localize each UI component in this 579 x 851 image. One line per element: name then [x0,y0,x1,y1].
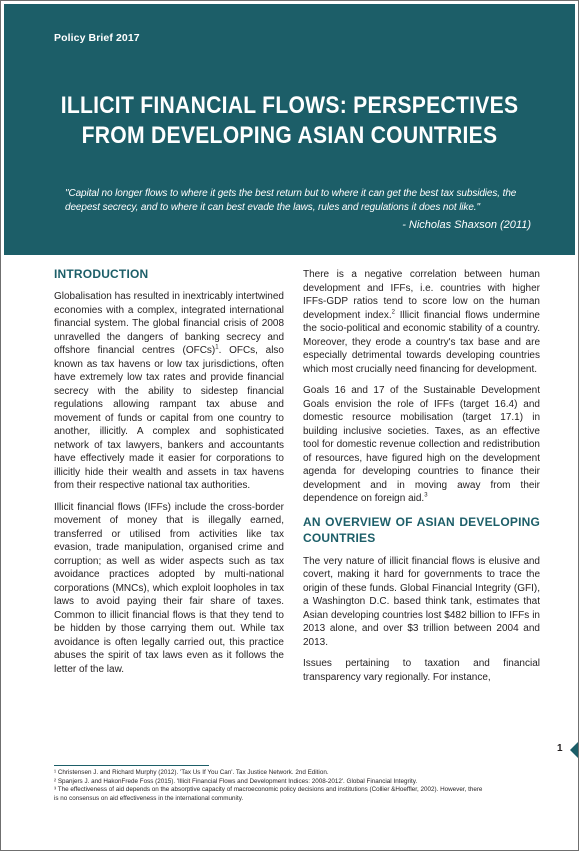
paragraph: The very nature of illicit financial flows is elusive and covert, making it hard for governments to trace the origin of these funds. Global Financial Integrity (GFI), a Washington D.C. based think tank, estimates that Asian developing countries lost $482 billion to IFFs in 2013 alone, and over $3 trillion between 2004 and 2013. [303,555,540,648]
footnote-ref: 3 [424,492,428,499]
paragraph: There is a negative correlation between human development and IFFs, i.e. countries with higher IFFs-GDP ratios tend to score low on the human development index.$^2$ Illicit financial flows undermine the socio-political and economic stability of a country. Moreover, they erode a country's tax base and are especially detrimental towards developing countries which most crucially need financing for development. [303,269,540,375]
footnote-ref: 2 [391,309,395,316]
paragraph: Illicit financial flows (IFFs) include the cross-border movement of money that is illegally earned, transferred or utilised from activities like tax evasion, trade manipulation, organised crime and corruption; as well as wider aspects such as tax avoidance practices adopted by multi-national corporations (MNCs), which exploit loopholes in tax laws to avoid paying their fair share of taxes. Common to illicit financial flows is that they tend to be hidden by those carrying them out. While tax avoidance is often legally carried out, this practice abuses the spirit of tax laws even as it follows the letter of the law. [54,501,284,675]
footnote-divider [54,765,209,766]
page-number: 1 [557,743,563,754]
page-tab-arrow-icon [570,741,579,759]
document-title [38,91,540,151]
section-heading-introduction: INTRODUCTION [54,267,149,281]
left-column [54,266,284,684]
section-heading-overview: AN OVERVIEW OF ASIAN DEVELOPING COUNTRIES [303,514,540,545]
footnote-3: ³ The effectiveness of aid depends on the absorptive capacity of macroeconomic policy decisions and institutions (Collier &Hoeffler, 2002). However, there [54,786,483,794]
footnotes [54,769,554,803]
title-line-2: FROM DEVELOPING ASIAN COUNTRIES [81,122,498,149]
footnote-2: ² Spanjers J. and HakonFrede Foss (2015). 'Illicit Financial Flows and Development Indices: 2008-2012'. Global Financial Integrity. [54,777,418,785]
footnote-3-continued: is no consensus on aid effectiveness in the international community. [54,794,244,802]
paragraph: Goals 16 and 17 of the Sustainable Development Goals envision the role of IFFs (target 16.4) and domestic resource mobilisation (target 17.1) in building inclusive societies. Taxes, as an effective tool for domestic revenue collection and redistribution of resources, have figured high on the development agenda for developing countries to finance their development and in moving away from their dependence on foreign aid.$^3$ [303,385,540,504]
title-line-1: ILLICIT FINANCIAL FLOWS: PERSPECTIVES [60,92,519,119]
paragraph: Issues pertaining to taxation and financial transparency vary regionally. For instance, [303,658,540,683]
quote-attribution: - Nicholas Shaxson (2011) [402,219,531,231]
footnote-1: ¹ Christensen J. and Richard Murphy (2012). 'Tax Us If You Can'. Tax Justice Network. 2nd Edition. [54,769,329,776]
right-column [303,268,540,692]
epigraph-quote: "Capital no longer flows to where it gets the best return but to where it can get the best tax subsidies, the deepest secrecy, and to where it can best evade the laws, rules and regulations it does not like." [65,188,517,213]
footnote-ref: 1 [215,344,219,351]
series-label: Policy Brief 2017 [54,32,140,44]
header-banner [4,4,575,255]
paragraph: Globalisation has resulted in inextricably intertwined economies with a complex, integrated international financial system. The global financial crisis of 2008 unravelled the dangers of banking secrecy and offshore financial centres (OFCs)$^1$. OFCs, also known as tax havens or low tax jurisdictions, often have extremely low tax rates and provide financial secrecy with the ability to sidestep financial regulations allowing rampant tax abuse and movement of funds or capital from one country to another, illicitly. A complex and sophisticated network of tax lawyers, bankers and accountants have effectively made it easier for corporations to illicitly hide their wealth and assets in tax havens from their respective national tax authorities. [54,291,284,491]
